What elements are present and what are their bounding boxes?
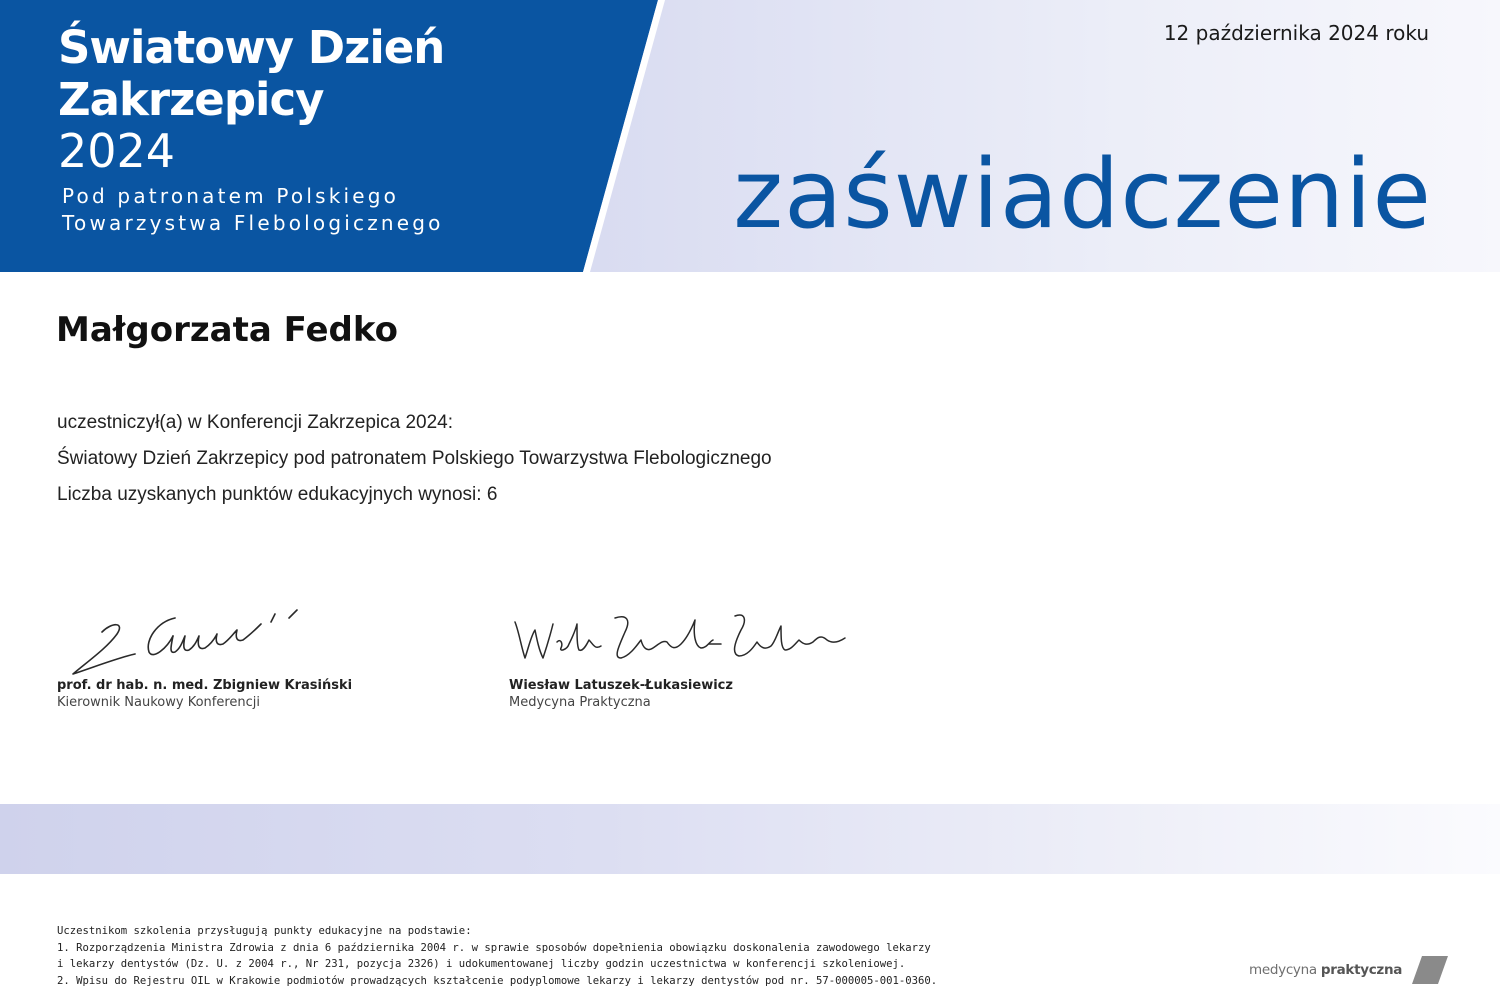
patronage-text <box>62 183 444 237</box>
event-title <box>58 22 444 126</box>
body-line: Liczba uzyskanych punktów edukacyjnych wynosi: 6 <box>57 484 498 505</box>
handwritten-signature-icon <box>57 600 307 678</box>
event-title-line: Zakrzepicy <box>58 73 324 126</box>
footnote-line: 1. Rozporządzenia Ministra Zdrowia z dnia 6 października 2004 r. w sprawie sposobów dopełnienia obowiązku doskonalenia zawodowego lekarzy <box>57 941 931 954</box>
body-line: Światowy Dzień Zakrzepicy pod patronatem Polskiego Towarzystwa Flebologicznego <box>57 448 772 469</box>
footnote-line: i lekarzy dentystów (Dz. U. z 2004 r., Nr 231, pozycja 2326) i udokumentowanej liczby godzin uczestnictwa w konferencji szkoleniowej. <box>57 958 906 970</box>
logo-wordmark <box>1249 962 1402 978</box>
signatory-role: Medycyna Praktyczna <box>509 695 651 710</box>
signature-block <box>509 600 849 710</box>
logo-prefix: medycyna <box>1249 962 1317 978</box>
event-title-line: Światowy Dzień <box>58 21 445 74</box>
patronage-line: Towarzystwa Flebologicznego <box>62 211 444 235</box>
footnote-line: 2. Wpisu do Rejestru OIL w Krakowie podmiotów prowadzących kształcenie podyplomowe lekarzy i lekarzy dentystów pod nr. 57-000005-001-0360. <box>57 974 938 987</box>
footnote-line: Uczestnikom szkolenia przysługują punkty edukacyjne na podstawie: <box>57 925 472 937</box>
certificate-body <box>57 410 957 518</box>
signatory-name: prof. dr hab. n. med. Zbigniew Krasiński <box>57 678 353 693</box>
event-year: 2024 <box>58 124 176 178</box>
legal-footnote <box>57 923 1057 989</box>
patronage-line: Pod patronatem Polskiego <box>62 184 400 208</box>
publisher-logo <box>1249 955 1450 985</box>
handwritten-signature-icon <box>509 600 849 678</box>
document-type-heading: zaświadczenie <box>733 140 1432 250</box>
participant-name: Małgorzata Fedko <box>56 310 398 350</box>
parallelogram-logo-icon <box>1410 955 1450 985</box>
signatory-name: Wiesław Latuszek-Łukasiewicz <box>509 678 733 693</box>
signature-block <box>57 600 352 710</box>
signatory-role: Kierownik Naukowy Konferencji <box>57 695 261 710</box>
logo-brand: praktyczna <box>1320 962 1403 978</box>
body-line: uczestniczył(a) w Konferencji Zakrzepica 2024: <box>57 412 454 433</box>
footer-band <box>0 804 1500 874</box>
certificate-date: 12 października 2024 roku <box>1163 21 1429 45</box>
